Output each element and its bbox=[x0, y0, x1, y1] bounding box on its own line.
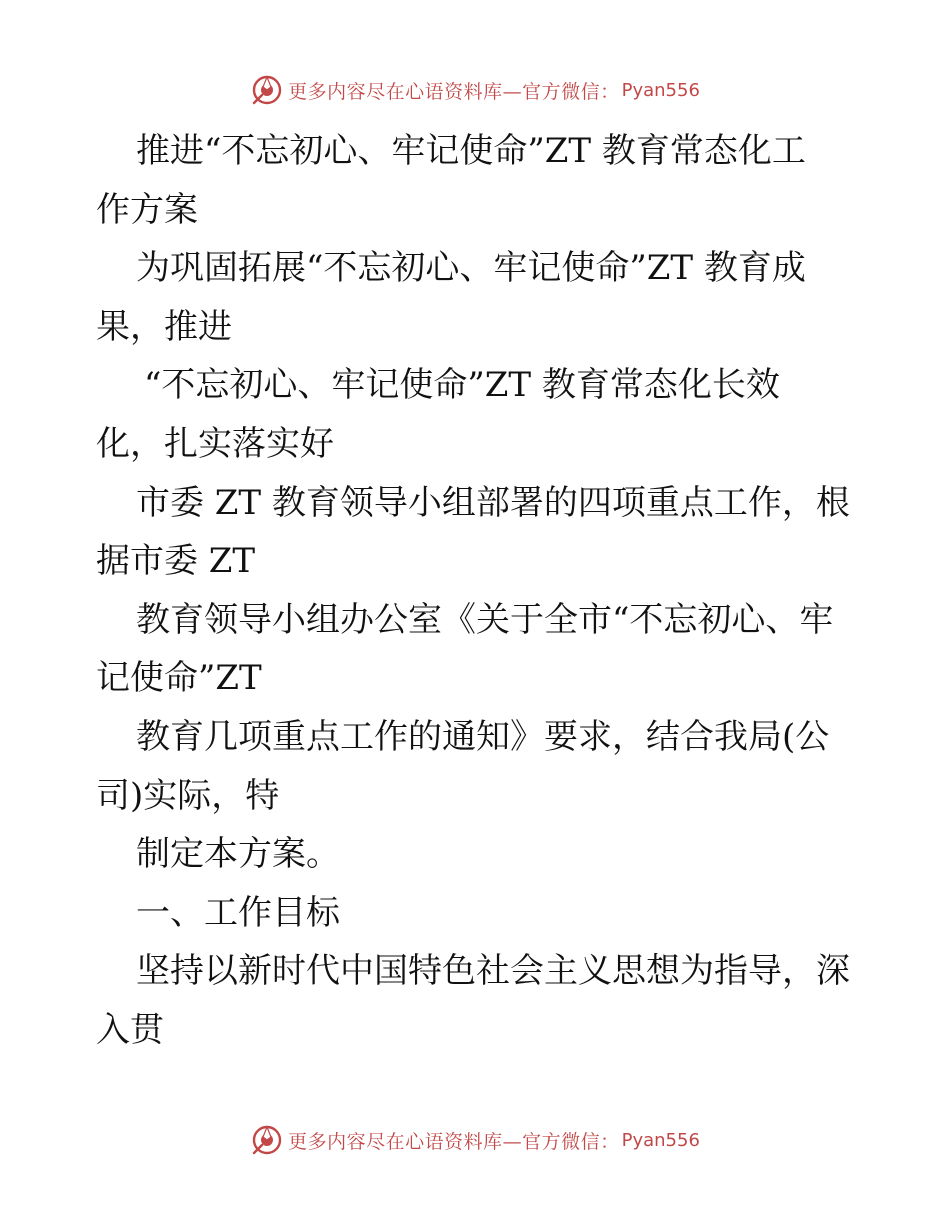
watermark-text: 更多内容尽在心语资料库—官方微信： bbox=[288, 1130, 620, 1153]
body-line: 为巩固拓展“不忘初心、牢记使命”ZT 教育成 bbox=[136, 248, 806, 289]
body-line: 果，推进 bbox=[96, 306, 232, 347]
watermark-footer bbox=[0, 1120, 950, 1160]
pen-nib-logo-icon bbox=[250, 73, 284, 107]
body-line: 推进“不忘初心、牢记使命”ZT 教育常态化工 bbox=[136, 131, 806, 171]
document-body bbox=[96, 122, 856, 1060]
body-line: 据市委 ZT bbox=[96, 541, 256, 582]
watermark-wechat-id: Pyan556 bbox=[621, 79, 700, 101]
section-heading: 一、工作目标 bbox=[136, 892, 340, 933]
body-line: 作方案 bbox=[96, 189, 198, 230]
body-line: “不忘初心、牢记使命”ZT 教育常态化长效 bbox=[144, 365, 780, 406]
pen-nib-logo-icon bbox=[250, 1123, 284, 1157]
body-line: 教育几项重点工作的通知》要求，结合我局(公 bbox=[136, 716, 830, 757]
watermark-wechat-id: Pyan556 bbox=[621, 1129, 700, 1151]
body-line: 教育领导小组办公室《关于全市“不忘初心、牢 bbox=[136, 599, 834, 640]
body-line: 化，扎实落实好 bbox=[96, 423, 334, 464]
body-line: 市委 ZT 教育领导小组部署的四项重点工作，根 bbox=[136, 482, 850, 523]
body-line: 记使命”ZT bbox=[96, 658, 262, 699]
body-line: 入贯 bbox=[96, 1009, 164, 1050]
watermark-text: 更多内容尽在心语资料库—官方微信： bbox=[288, 80, 620, 103]
body-line: 坚持以新时代中国特色社会主义思想为指导，深 bbox=[136, 951, 850, 992]
body-line: 司)实际，特 bbox=[96, 775, 280, 816]
body-line: 制定本方案。 bbox=[136, 834, 340, 875]
watermark-header bbox=[0, 70, 950, 110]
